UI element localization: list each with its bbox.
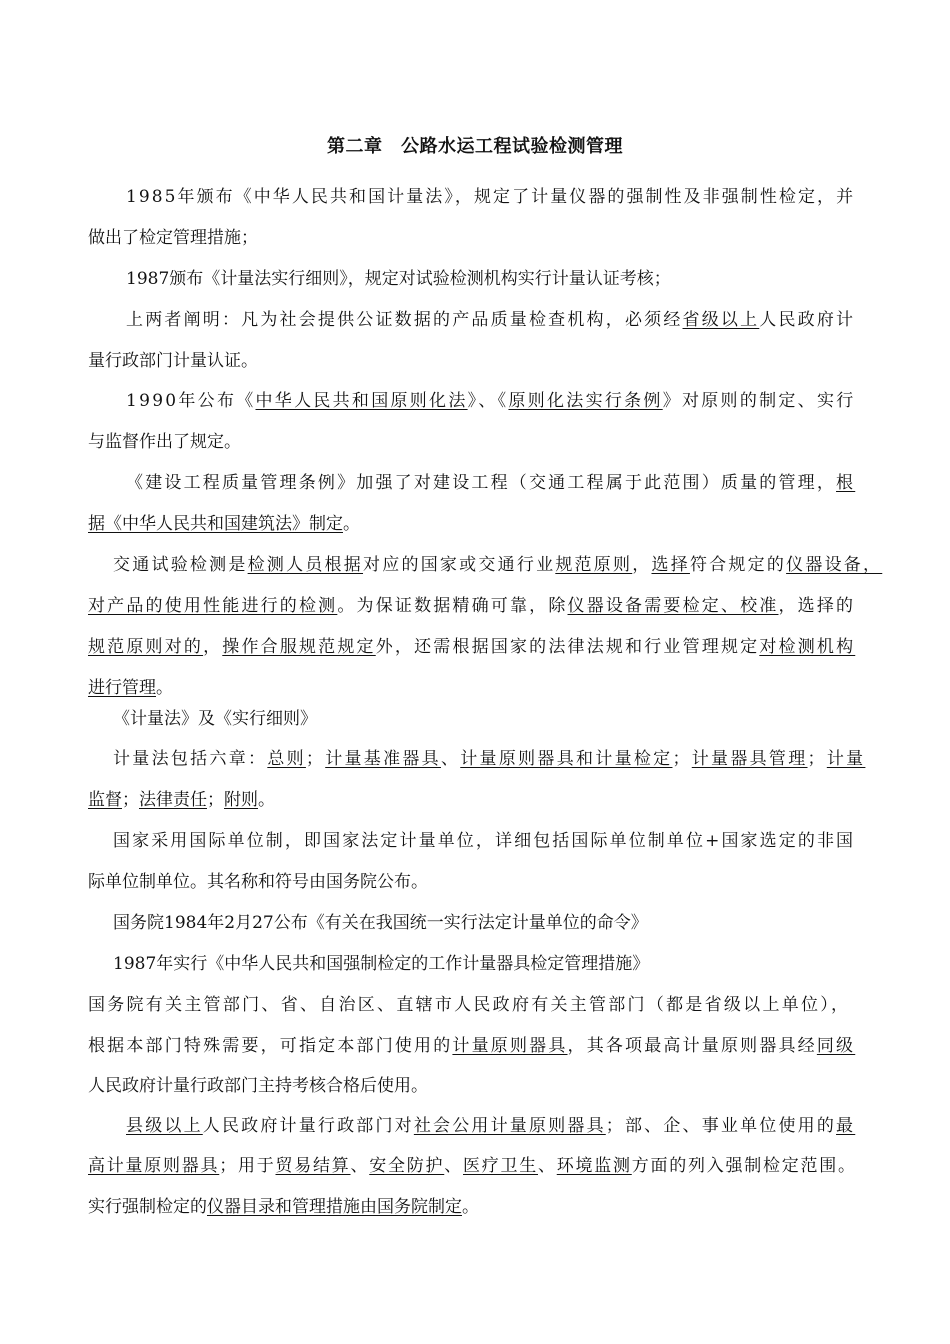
- text-segment: 符合规定的: [689, 555, 787, 575]
- text-segment: 、: [440, 749, 461, 769]
- text-line: [126, 390, 856, 412]
- text-line: [88, 227, 258, 249]
- text-segment: 。: [258, 790, 275, 810]
- text-segment: 、: [350, 1156, 370, 1176]
- underlined-text: 社会公用计量原则器具: [413, 1116, 606, 1136]
- text-segment: ，选择的: [778, 596, 856, 616]
- text-segment: 》、《: [467, 391, 509, 411]
- underlined-text: 操作合服规范规定: [222, 637, 376, 657]
- text-segment: 。为保证数据精确可靠，除: [337, 596, 568, 616]
- text-segment: ，: [203, 637, 223, 657]
- text-segment: ；: [807, 749, 827, 769]
- text-segment: 《计量法》及《实行细则》: [113, 709, 317, 729]
- underlined-text: 规范原则: [555, 555, 633, 575]
- text-line: [113, 748, 865, 770]
- text-segment: 、: [538, 1156, 557, 1176]
- text-line: [88, 513, 360, 535]
- text-segment: 方面的列入强制检定范围。: [631, 1156, 857, 1176]
- underlined-text: 进行管理: [88, 678, 156, 698]
- text-segment: 》对原则的制定、实行: [662, 391, 856, 411]
- text-line: [88, 789, 275, 811]
- text-line: [113, 708, 317, 730]
- underlined-text: 监督: [88, 790, 122, 810]
- text-line: [113, 830, 855, 852]
- text-line: [88, 1196, 479, 1218]
- underlined-text: 计量基准器具: [325, 749, 441, 769]
- text-line: [126, 472, 855, 494]
- underlined-text: 计量: [826, 749, 866, 769]
- text-segment: 实行强制检定的: [88, 1197, 207, 1217]
- text-segment: 际单位制单位。其名称和符号由国务院公布。: [88, 872, 428, 892]
- text-segment: 人民政府计量行政部门主持考核合格后使用。: [88, 1076, 428, 1096]
- underlined-text: 省级以上: [682, 310, 760, 330]
- text-segment: ；: [207, 790, 224, 810]
- underlined-text: 规范原则对的: [88, 637, 204, 657]
- underlined-text: 检测人员根据: [247, 555, 364, 575]
- text-segment: 。: [343, 514, 360, 534]
- text-segment: 交通试验检测是: [113, 555, 248, 575]
- text-segment: ；用于: [219, 1156, 276, 1176]
- underlined-text: 高计量原则器具: [88, 1156, 220, 1176]
- text-segment: 国家采用国际单位制，即国家法定计量单位，详细包括国际单位制单位+国家选定的非国: [113, 831, 856, 851]
- underlined-text: 安全防护: [369, 1156, 445, 1176]
- text-segment: ，其各项最高计量原则器具经: [567, 1036, 817, 1056]
- text-line: [126, 309, 855, 331]
- underlined-text: 最: [836, 1116, 856, 1136]
- text-segment: 人民政府计: [759, 310, 856, 330]
- underlined-text: 县级以上: [126, 1116, 203, 1136]
- text-line: [88, 431, 241, 453]
- text-segment: ；: [672, 749, 692, 769]
- underlined-text: 计量原则器具: [452, 1036, 568, 1056]
- underlined-text: 环境监测: [556, 1156, 632, 1176]
- text-segment: ，: [632, 555, 652, 575]
- underlined-text: 仪器设备需要检定、校准: [567, 596, 779, 616]
- text-segment: 根据本部门特殊需要，可指定本部门使用的: [88, 1036, 453, 1056]
- text-line: [88, 677, 173, 699]
- chapter-title: 第二章 公路水运工程试验检测管理: [327, 136, 623, 157]
- text-line: [113, 912, 648, 934]
- text-line: [126, 1115, 855, 1137]
- underlined-text: 贸易结算: [275, 1156, 351, 1176]
- underlined-text: 总则: [267, 749, 306, 769]
- underlined-text: 原则化法实行条例: [508, 391, 663, 411]
- text-segment: 计量法包括六章：: [113, 749, 268, 769]
- text-line: [88, 871, 428, 893]
- text-segment: 外，还需根据国家的法律法规和行业管理规定: [375, 637, 760, 657]
- underlined-text: 对检测机构: [759, 637, 856, 657]
- text-segment: ；: [122, 790, 139, 810]
- text-segment: 1985年颁布《中华人民共和国计量法》，规定了计量仪器的强制性及非强制性检定，并: [126, 187, 856, 207]
- text-line: [113, 953, 649, 975]
- text-segment: 1987颁布《计量法实行细则》，规定对试验检测机构实行计量认证考核；: [126, 269, 671, 289]
- text-segment: 国务院1984年2月27公布《有关在我国统一实行法定计量单位的命令》: [113, 913, 648, 933]
- text-segment: 量行政部门计量认证。: [88, 351, 258, 371]
- text-line: [88, 636, 855, 658]
- text-line: [88, 1075, 428, 1097]
- underlined-text: 根: [836, 473, 856, 493]
- text-segment: 做出了检定管理措施；: [88, 228, 258, 248]
- text-segment: 国务院有关主管部门、省、自治区、直辖市人民政府有关主管部门（都是省级以上单位），: [88, 995, 851, 1015]
- text-line: [113, 554, 882, 576]
- text-line: [126, 186, 855, 208]
- underlined-text: 据《中华人民共和国建筑法》制定: [88, 514, 343, 534]
- text-segment: 与监督作出了规定。: [88, 432, 241, 452]
- text-segment: ；: [305, 749, 326, 769]
- text-segment: 人民政府计量行政部门对: [202, 1116, 414, 1136]
- underlined-text: 附则: [224, 790, 258, 810]
- text-segment: 《建设工程质量管理条例》加强了对建设工程（交通工程属于此范围）质量的管理，: [126, 473, 837, 493]
- text-line: [88, 350, 258, 372]
- text-line: [88, 994, 850, 1016]
- text-segment: 1990年公布《: [126, 391, 256, 411]
- underlined-text: 同级: [816, 1036, 856, 1056]
- text-line: [126, 268, 671, 290]
- underlined-text: 计量器具管理: [691, 749, 808, 769]
- text-segment: 对应的国家或交通行业: [363, 555, 556, 575]
- text-segment: 1987年实行《中华人民共和国强制检定的工作计量器具检定管理措施》: [113, 954, 650, 974]
- underlined-text: 医疗卫生: [463, 1156, 538, 1176]
- underlined-text: 对产品的使用性能进行的检测: [88, 596, 338, 616]
- underlined-text: 仪器目录和管理措施由国务院制定: [207, 1197, 462, 1217]
- text-segment: 。: [462, 1197, 479, 1217]
- underlined-text: 仪器设备，: [786, 555, 883, 575]
- text-line: [88, 1035, 855, 1057]
- text-segment: 、: [444, 1156, 463, 1176]
- text-segment: ；部、企、事业单位使用的: [605, 1116, 837, 1136]
- text-line: [88, 1155, 857, 1177]
- underlined-text: 法律责任: [139, 790, 207, 810]
- underlined-text: 计量原则器具和计量检定: [460, 749, 673, 769]
- text-segment: 。: [156, 678, 173, 698]
- underlined-text: 选择: [651, 555, 690, 575]
- text-line: [88, 595, 855, 617]
- underlined-text: 中华人民共和国原则化法: [255, 391, 468, 411]
- text-segment: 上两者阐明：凡为社会提供公证数据的产品质量检查机构，必须经: [126, 310, 683, 330]
